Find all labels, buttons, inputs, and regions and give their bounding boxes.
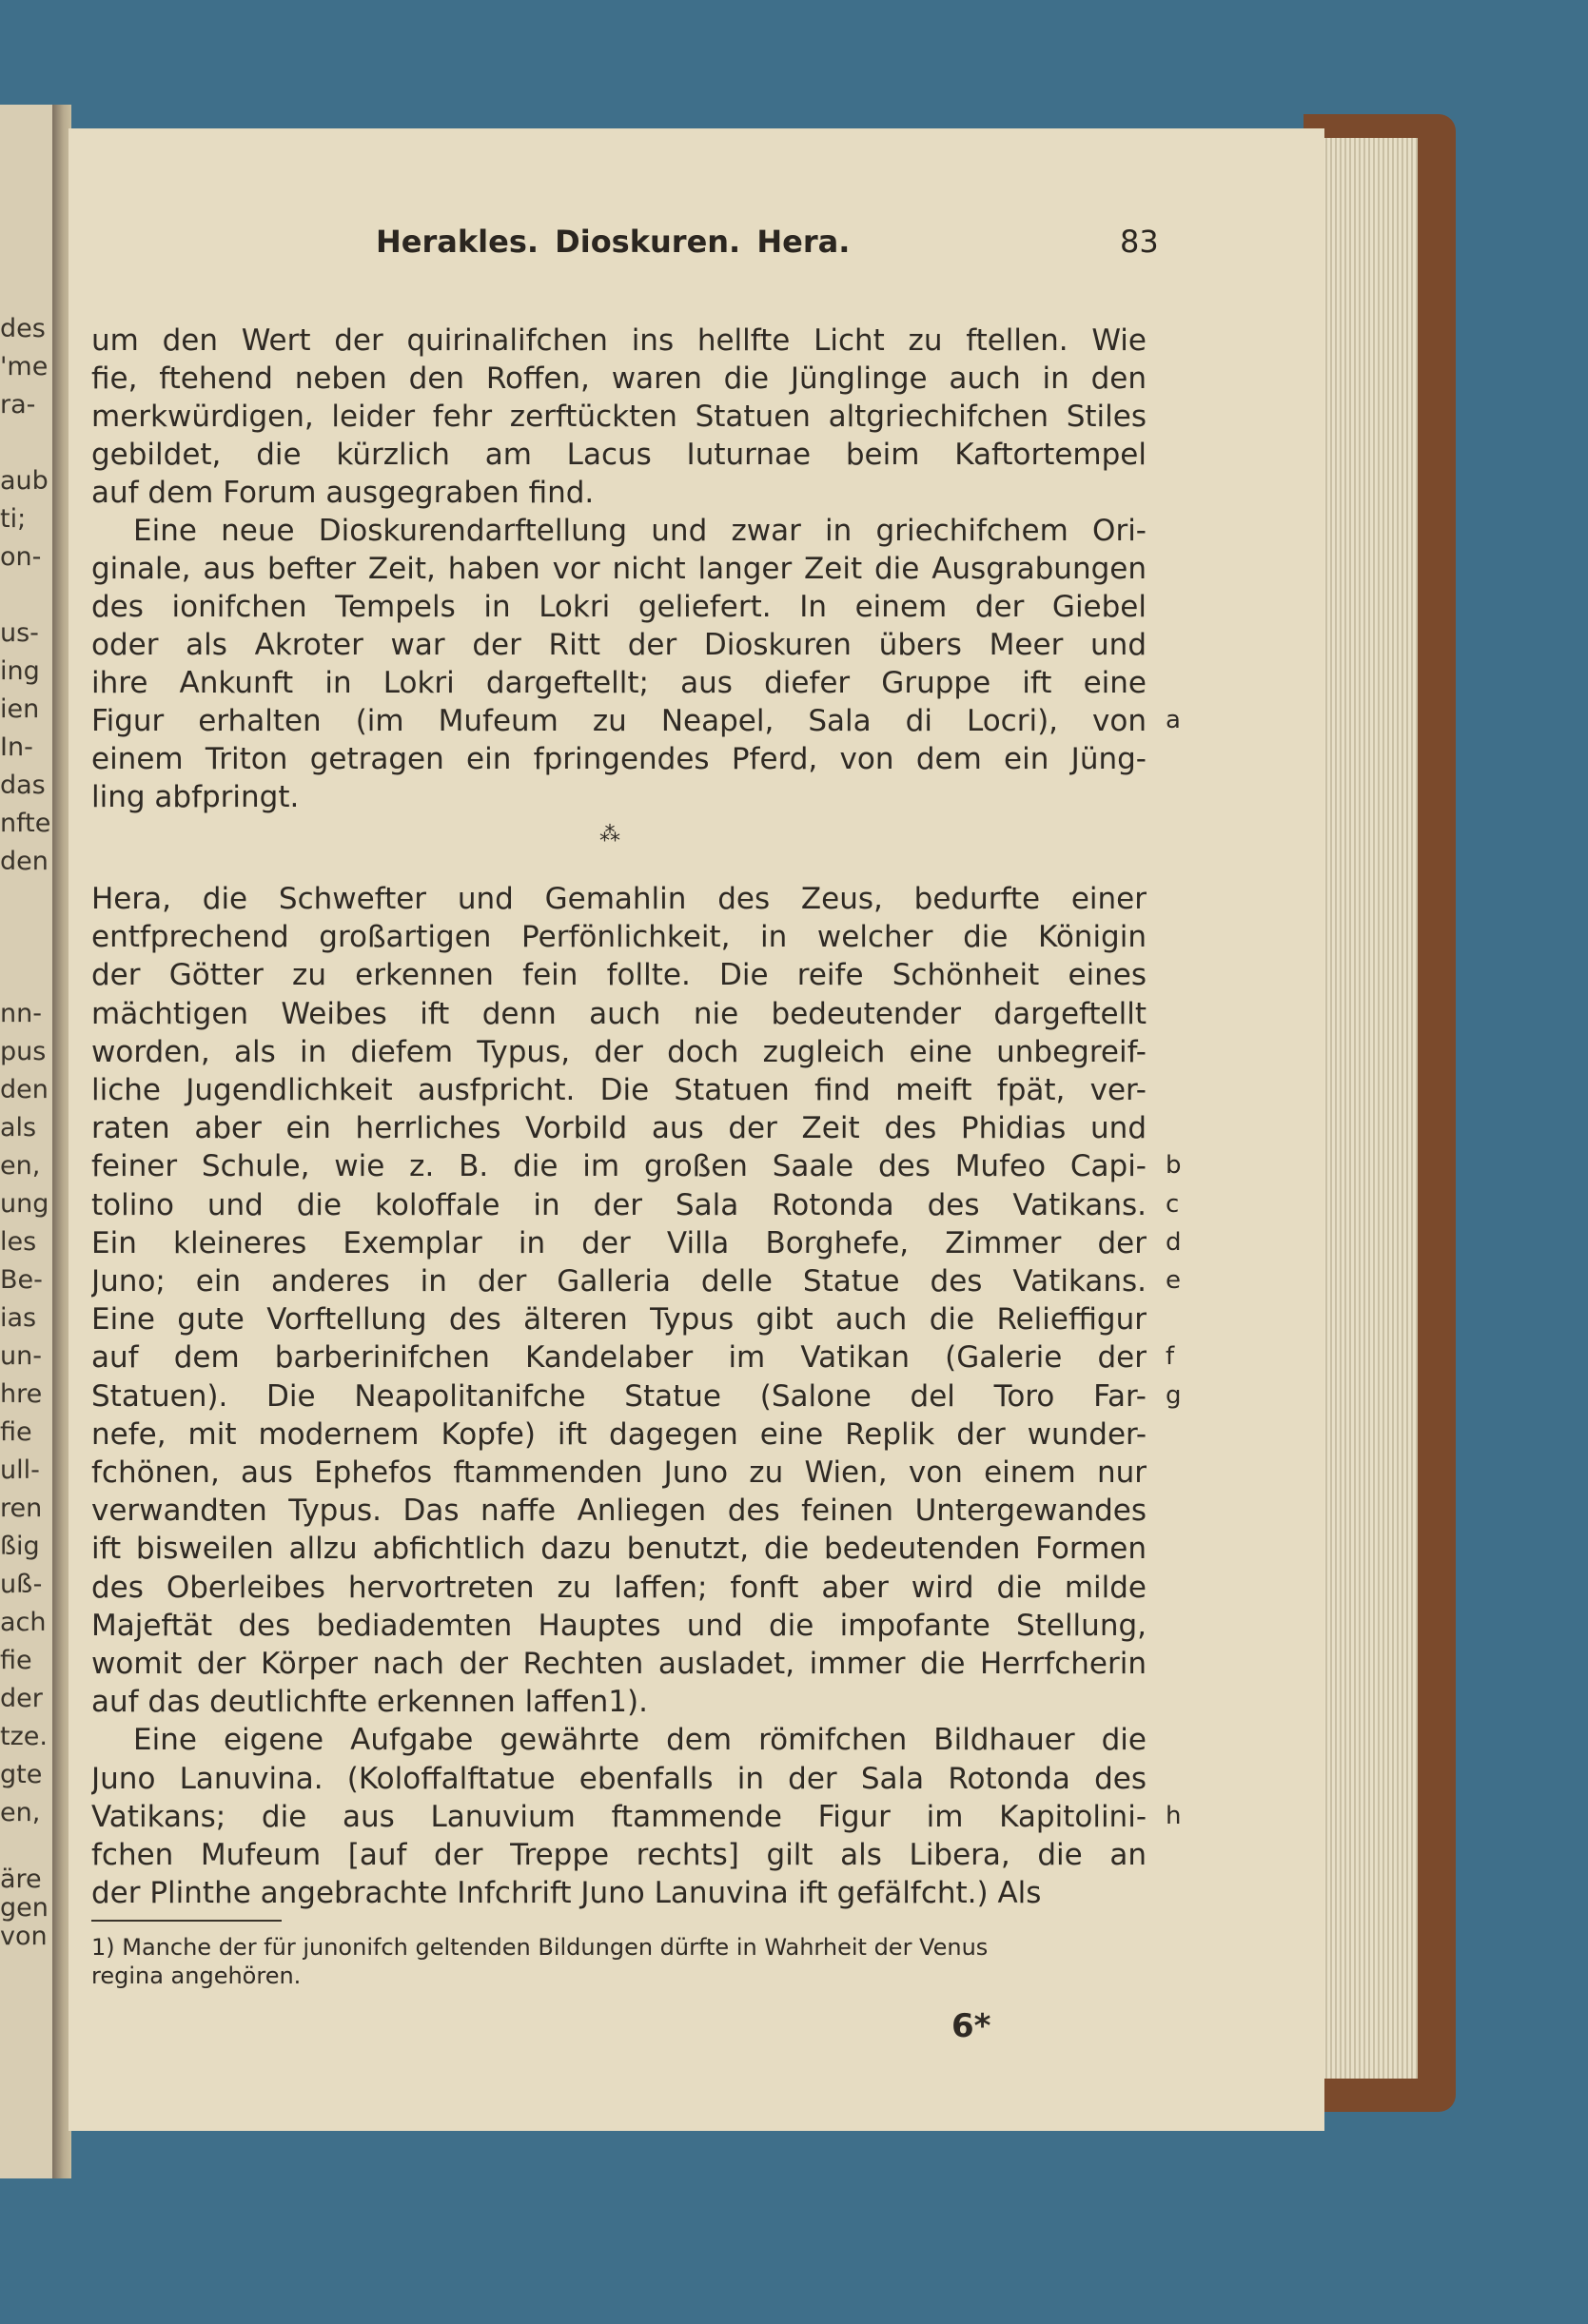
left-page-fragment: In- (0, 732, 33, 762)
text-line: ginale, aus befter Zeit, haben vor nicht langer Zeit die Ausgrabungen (91, 552, 1147, 586)
left-page-fragment: ien (0, 694, 40, 724)
footnote-rule (91, 1920, 282, 1922)
left-page-fragment: aub (0, 466, 49, 496)
left-page-fragment: ias (0, 1303, 37, 1333)
text-line: um den Wert der quirinalifchen ins hellfte Licht zu ftellen. Wie (91, 323, 1147, 358)
margin-letter: d (1166, 1227, 1182, 1257)
left-page-fragment: den (0, 847, 49, 876)
left-page-fragment: ßig (0, 1532, 40, 1561)
left-page-fragment: un- (0, 1341, 42, 1371)
left-page-fragment: on- (0, 542, 42, 572)
text-line: Figur erhalten (im Mufeum zu Neapel, Sala di Locri), von (91, 704, 1147, 738)
text-line: gebildet, die kürzlich am Lacus Iuturnae beim Kaftortempel (91, 438, 1147, 472)
text-line: ihre Ankunft in Lokri dargeftellt; aus diefer Gruppe ift eine (91, 666, 1147, 700)
text-line: einem Triton getragen ein fpringendes Pferd, von dem ein Jüng- (91, 742, 1147, 776)
left-page-fragment: fie (0, 1417, 32, 1447)
left-page-fragment: ull- (0, 1455, 40, 1485)
text-line: womit der Körper nach der Rechten ausladet, immer die Herrfcherin (91, 1647, 1147, 1681)
left-page-fragment: ti; (0, 504, 27, 534)
left-page-fragment: en, (0, 1151, 41, 1181)
text-line: tolino und die koloffale in der Sala Rotonda des Vatikans. (91, 1187, 1147, 1222)
left-page-fragment: ren (0, 1494, 43, 1523)
left-page-fragment: ung (0, 1189, 49, 1219)
text-line: fchen Mufeum [auf der Treppe rechts] gilt als Libera, die an (91, 1838, 1147, 1872)
footnote-line: regina angehören. (91, 1963, 302, 1989)
running-header: Herakles. Dioskuren. Hera. (376, 224, 851, 260)
text-line: auf dem Forum ausgegraben find. (91, 476, 595, 510)
left-page-fragment: nn- (0, 999, 42, 1028)
margin-letter: b (1166, 1151, 1182, 1181)
left-page-fragment: ach (0, 1608, 47, 1637)
text-line: verwandten Typus. Das naffe Anliegen des feinen Untergewandes (91, 1494, 1147, 1529)
text-line: Ein kleineres Exemplar in der Villa Borghefe, Zimmer der (91, 1225, 1147, 1260)
text-line: des Oberleibes hervortreten zu laffen; fonft aber wird die milde (91, 1570, 1147, 1605)
left-page-fragment: fie (0, 1646, 32, 1675)
left-page-fragment: tze. (0, 1722, 48, 1751)
text-line: raten aber ein herrliches Vorbild aus der Zeit des Phidias und (91, 1111, 1147, 1146)
text-line: der Plinthe angebrachte Infchrift Juno Lanuvina ift gefälfcht.) Als (91, 1876, 1042, 1911)
signature-mark: 6* (951, 2007, 991, 2045)
text-line: Eine gute Vorftellung des älteren Typus gibt auch die Relieffigur (91, 1302, 1147, 1338)
left-page-fragment: nfte (0, 809, 51, 838)
left-page-fragment: den (0, 1075, 49, 1104)
text-line: der Götter zu erkennen fein follte. Die reife Schönheit eines (91, 958, 1147, 993)
left-page-fragment: als (0, 1113, 37, 1142)
left-page-fragment: des (0, 314, 46, 343)
left-page-fragment: en, (0, 1798, 41, 1827)
text-line: Eine eigene Aufgabe gewährte dem römifchen Bildhauer die (133, 1723, 1147, 1758)
text-line: fchönen, aus Ephefos ftammenden Juno zu Wien, von einem nur (91, 1455, 1147, 1490)
text-line: ling abfpringt. (91, 780, 300, 814)
text-line: Statuen). Die Neapolitanifche Statue (Salone del Toro Far- (91, 1378, 1147, 1414)
text-line: entfprechend großartigen Perfönlichkeit, in welcher die Königin (91, 920, 1147, 955)
left-page-fragment: uß- (0, 1570, 43, 1599)
left-page-fragment: Be- (0, 1265, 43, 1295)
left-page-fragment: pus (0, 1037, 47, 1066)
section-ornament: ⁂ (599, 823, 622, 847)
footnote-line: 1) Manche der für junonifch geltenden Bildungen dürfte in Wahrheit der Venus (91, 1934, 989, 1961)
page-edges (1313, 138, 1418, 2079)
text-line: Juno; ein anderes in der Galleria delle Statue des Vatikans. (91, 1264, 1147, 1299)
left-page-fragment: das (0, 771, 46, 800)
text-line: Eine neue Dioskurendarftellung und zwar in griechifchem Ori- (133, 514, 1147, 548)
left-page-edge (0, 105, 57, 2178)
margin-letter: h (1166, 1801, 1182, 1830)
margin-letter: g (1166, 1380, 1182, 1410)
margin-letter: c (1166, 1189, 1180, 1219)
text-line: auf dem barberinifchen Kandelaber im Vatikan (Galerie der (91, 1340, 1147, 1376)
text-line: nefe, mit modernem Kopfe) ift dagegen eine Replik der wunder- (91, 1416, 1147, 1452)
margin-letter: f (1166, 1342, 1175, 1372)
text-line: des ionifchen Tempels in Lokri geliefert. In einem der Giebel (91, 590, 1147, 624)
text-line: fie, ftehend neben den Roffen, waren die Jünglinge auch in den (91, 361, 1147, 396)
text-line: oder als Akroter war der Ritt der Dioskuren übers Meer und (91, 628, 1147, 662)
text-line: merkwürdigen, leider fehr zerftückten Statuen altgriechifchen Stiles (91, 400, 1147, 434)
text-line: Vatikans; die aus Lanuvium ftammende Figur im Kapitolini- (91, 1799, 1147, 1834)
margin-letter: e (1166, 1266, 1181, 1295)
page-number: 83 (1120, 224, 1159, 260)
left-page-fragment: ra- (0, 390, 36, 420)
text-line: ift bisweilen allzu abfichtlich dazu benutzt, die bedeutenden Formen (91, 1532, 1147, 1567)
left-page-fragment: ing (0, 656, 40, 686)
text-line: auf das deutlichfte erkennen laffen1). (91, 1685, 648, 1720)
text-line: worden, als in diefem Typus, der doch zugleich eine unbegreif- (91, 1034, 1147, 1069)
left-page-fragment: der (0, 1684, 43, 1713)
text-line: Hera, die Schwefter und Gemahlin des Zeus, bedurfte einer (91, 882, 1147, 916)
text-line: feiner Schule, wie z. B. die im großen Saale des Mufeo Capi- (91, 1149, 1147, 1184)
left-page-fragment: gte (0, 1760, 43, 1789)
text-line: mächtigen Weibes ift denn auch nie bedeutender dargeftellt (91, 996, 1147, 1031)
text-line: Juno Lanuvina. (Koloffalftatue ebenfalls in der Sala Rotonda des (91, 1761, 1147, 1796)
left-page-fragment: 'me (0, 352, 49, 381)
text-line: liche Jugendlichkeit ausfpricht. Die Statuen find meift fpät, ver- (91, 1073, 1147, 1107)
left-page-fragment: äre (0, 1865, 42, 1894)
left-page-fragment: us- (0, 618, 39, 648)
left-page-fragment: hre (0, 1379, 43, 1409)
left-page-fragment: les (0, 1227, 37, 1257)
text-line: Majeftät des bediademten Hauptes und die impofante Stellung, (91, 1608, 1147, 1643)
left-page-fragment: gen (0, 1893, 49, 1923)
left-page-fragment: von (0, 1922, 48, 1951)
margin-letter: a (1166, 706, 1181, 734)
